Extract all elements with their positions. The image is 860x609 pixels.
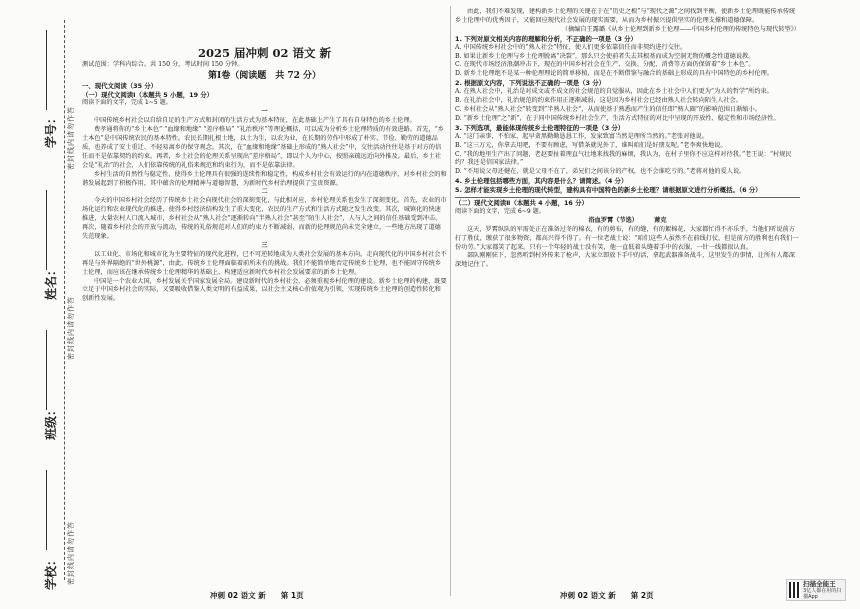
passage-paragraph: 今天的中国乡村社会经历了传统乡土社会向现代社会的深刻变化，与此相对应，乡村伦理关系也发生了深刻变化。首先，农业的市场化运行和农业现代化的推进，使得乡村经济结构发生了重大变化，农民的生产方式和生活方式随之发生改变。其次，城镇化的快速推进，大量农村人口流入城市，乡村社会从“熟人社会”逐渐转向“半熟人社会”甚至“陌生人社会”，人与人之间的信任基础受到冲击。再次，随着乡村社会的开放与流动，传统的礼俗规范对人们的约束力不断减弱，而新的伦理规范尚未完全建立，一些地方出现了道德失范现象。 <box>82 197 447 240</box>
passage-paragraph: 部队刚刚驻下，忽然听到村外传来了枪声，大家立即放下手中的活，拿起武器准备战斗，这里发生的事情，让所有人都深深地记住了。 <box>455 252 795 269</box>
part-marker: 二 <box>261 188 268 196</box>
section-heading: 一、现代文阅读（35 分） <box>82 81 158 90</box>
passage-paragraph: 乡村生活的自然性与稳定性，使得乡土伦理具有很强的连续性和稳定性，构成乡村社会有效运行的内在道德秩序，对乡村社会的和谐发展起到了积极作用，其中蕴含的伦理精神与道德智慧，为新时代乡村治理提供了宝贵资源。 <box>82 170 447 187</box>
qr-code-icon <box>789 582 801 598</box>
question-2: 2. 根据原文内容，下列说法不正确的一项是（3 分） <box>455 79 605 88</box>
subsection-heading: （一）现代文阅读Ⅰ（本题共 5 小题，19 分） <box>82 90 214 99</box>
class-label: 班级： <box>44 403 58 440</box>
seal-dashed-line <box>64 20 65 580</box>
question-3: 3. 下列选项，最能体现传统乡土伦理特征的一项是（3 分） <box>455 123 625 132</box>
name-label: 姓名： <box>44 263 58 300</box>
passage-paragraph: 中国是一个农业大国，乡村发展关乎国家发展全局。建设新时代的乡村社会，必须重视乡村伦理的建设。新乡土伦理的构建，既要立足于中国乡村社会的实际，又要吸收借鉴人类文明的有益成果，以社会主义核心价值观为引领，实现传统乡土伦理的创造性转化和创新性发展。 <box>82 277 447 303</box>
question-4: 4. 乡土伦理包括哪些方面，其内容是什么？请简述。（4 分） <box>455 177 628 186</box>
option-a: A. 在熟人社会中，礼治是对成文或不成文的社会规范的自觉服从，因此在乡土社会中人们更为“为人的哲学”所约束。 <box>455 88 773 96</box>
seal-text: 密封线内请勿作答 <box>67 106 75 170</box>
page-1-column <box>82 8 447 598</box>
option-d: D. “新乡土伦理”之“新”，在于同中国传统乡村社会生产、生活方式特征的对比中呈现的开放性、稳定性和市场经济性。 <box>455 114 780 122</box>
story-title-text: 浴血罗霄（节选） <box>588 216 638 224</box>
option-b: B. 如果让新乡土伦理与乡土伦理脱离“决裂”，那么只会使前者失去其根基而成为空洞无物的概念性道德说教。 <box>455 52 755 60</box>
part-marker: 一 <box>261 108 268 116</box>
scanner-watermark <box>786 579 846 601</box>
class-blank[interactable] <box>46 330 47 410</box>
instructions: 阅读下面的文字，完成 1~5 题。 <box>82 99 172 107</box>
exam-meta: 测试范围：学科内综合。共 150 分，考试时间 150 分钟。 <box>82 61 244 68</box>
option-b: B. 在礼治社会中，礼治规范的约束作用正逐渐减弱，这是因为乡村社会已经由熟人社会转向陌生人社会。 <box>455 97 742 105</box>
passage-source: （摘编自王露璐《从乡土伦理到新乡土伦理——中国乡村伦理的传统特色与现代转型》） <box>561 25 800 33</box>
instructions: 阅读下面的文字，完成 6~9 题。 <box>455 207 545 215</box>
exam-title: 2025 届冲刺 02 语文 新 <box>197 46 332 60</box>
passage-paragraph: 费孝通将你的“乡土本色” “血缘和地缘” “差序格局” “礼治秩序”等理论概括，可以成为分析乡土伦理特质的有效进路。首先，“乡土本色”是中国传统农民的基本特性。农民长期扎根土地，以土为生，以农为业，在长期的劳作中形成了朴实、节俭、勤劳的道德品质，也养成了安土重迁、不轻易离乡的保守观念。其次，在“血缘和地缘”基础上形成的“熟人社会”中，交往活动往往是基于对方的信任而不是依靠契约的约束。再者，乡土社会的伦理关系呈现出“差序格局”，即以个人为中心，按照亲疏远近向外推及。最后，乡土社会是“礼治”的社会，人们依靠传统的礼俗来规范和约束行为，而不是依靠法律。 <box>82 126 444 169</box>
option-d: D. 新乡土伦理绝不是某一种伦理理论的简单移植，而是在不断借鉴与融合的基础上形成的具有中国特色的乡村伦理。 <box>455 70 774 78</box>
student-id-blank[interactable] <box>46 30 47 110</box>
option-d: D. “不用说父母还健在，就是父母不在了，弟兄们之间该分的产权，也不会谁吃亏的。”老蒋对他的爱人说。 <box>455 168 746 176</box>
watermark-text <box>803 581 843 600</box>
volume-heading: 第Ⅰ卷（阅读题 共 72 分） <box>207 70 321 81</box>
watermark-sub: 3亿人都在用的扫描App <box>803 587 842 600</box>
watermark-label: 扫描全能王 <box>803 579 836 588</box>
part-marker: 三 <box>261 241 268 249</box>
page-2-column <box>455 8 800 598</box>
passage-paragraph: 这天，罗霄纵队的军需处正在准备过冬的棉衣，有的剪布，有的缝，有的絮棉花，大家都忙得不亦乐乎。当他们听说前方打了胜仗，缴获了很多物资，都高兴得不得了。有一位老战士说：“咱们这些人虽然不在前线打仗，但是前方的胜利也有我们一份功劳。”大家都笑了起来。只有一个年轻的战士没有笑，他一直低着头缝着手中的衣服，一针一线都很认真。 <box>455 225 799 251</box>
school-label: 学校： <box>44 553 58 590</box>
passage-paragraph: 以工业化、市场化和城市化为主要特征的现代化进程，已不可逆转地成为人类社会发展的基本方向。走向现代化的中国乡村社会不再是与外界隔绝的“世外桃源”，由此，传统乡土伦理面临着前所未有的挑战。我们不能简单地否定传统乡土伦理，也不能固守传统乡土伦理，而应该在继承传统乡土伦理精华的基础上，构建适应新时代乡村社会发展要求的新乡土伦理。 <box>82 250 447 276</box>
school-blank[interactable] <box>46 470 47 550</box>
option-c: C. 在现代市场经济浪潮冲击下，现在的中国乡村社会在生产、交换、分配、消费等方面仍保留着“乡土本色”。 <box>455 61 755 69</box>
question-1: 1. 下列对原文相关内容的理解和分析，不正确的一项是（3 分） <box>455 34 637 43</box>
story-title <box>455 217 800 226</box>
option-c: C. “我的地里生产出了问题，老赵要扯着理直气壮地来找我的麻烦，我认为，在村子里你不应这样对待我。”老王说：“村规民约？我还是信国家法律。” <box>455 150 792 167</box>
page-1-footer: 冲刺 02 语文 新 第 1页 <box>210 591 304 600</box>
passage-paragraph: 由此，我们不难发现，建构新乡土伦理的关键在于在“历史之根”与“现代之源”之间找到平衡，使新乡土伦理既能传承传统乡土伦理中的优秀因子，又能回应现代社会发展的现实需要，从而为乡村振兴提供坚实的伦理支撑和道德保障。 <box>455 8 796 24</box>
seal-text: 密封线内请勿作答 <box>67 296 75 360</box>
story-author: 萧克 <box>654 216 667 224</box>
page-2-footer: 冲刺 02 语文 新 第 2页 <box>560 591 654 600</box>
passage-paragraph: 中国传统乡村社会以自给自足的生产方式和封闭的生活方式为基本特征，在此基础上产生了具有自身特色的乡土伦理。 <box>94 117 416 125</box>
name-blank[interactable] <box>46 190 47 270</box>
option-a: A. “这门亲事，不怕家，起早贪黑勤勤恳恳工作，发家致富当然是理所当然的。”老张对他说。 <box>455 132 708 140</box>
subsection-heading: （二）现代文阅读Ⅱ（本题共 4 小题，16 分） <box>455 197 800 208</box>
seal-text: 密封线内请勿作答 <box>67 521 75 585</box>
option-a: A. 中国传统乡村社会中的“熟人社会”特征，使人们更多依靠信任而非契约进行交往。 <box>455 43 687 51</box>
option-b: B. “这三万元，你拿去用吧，不要有顾虑，写借条就见外了，谁叫咱们是好朋友呢。”老李爽快地说。 <box>455 141 727 149</box>
question-5: 5. 怎样才能实现乡土伦理的现代转型，建构具有中国特色的新乡土伦理？请根据原文进行分析概括。（6 分） <box>455 186 762 195</box>
column-divider <box>450 6 451 596</box>
student-id-label: 学号： <box>44 111 58 148</box>
option-c: C. 乡村社会从“熟人社会”转变到“半熟人社会”，从而使基于熟悉而产生的信任即“熟人圈”的影响范围日渐缩小。 <box>455 105 761 113</box>
